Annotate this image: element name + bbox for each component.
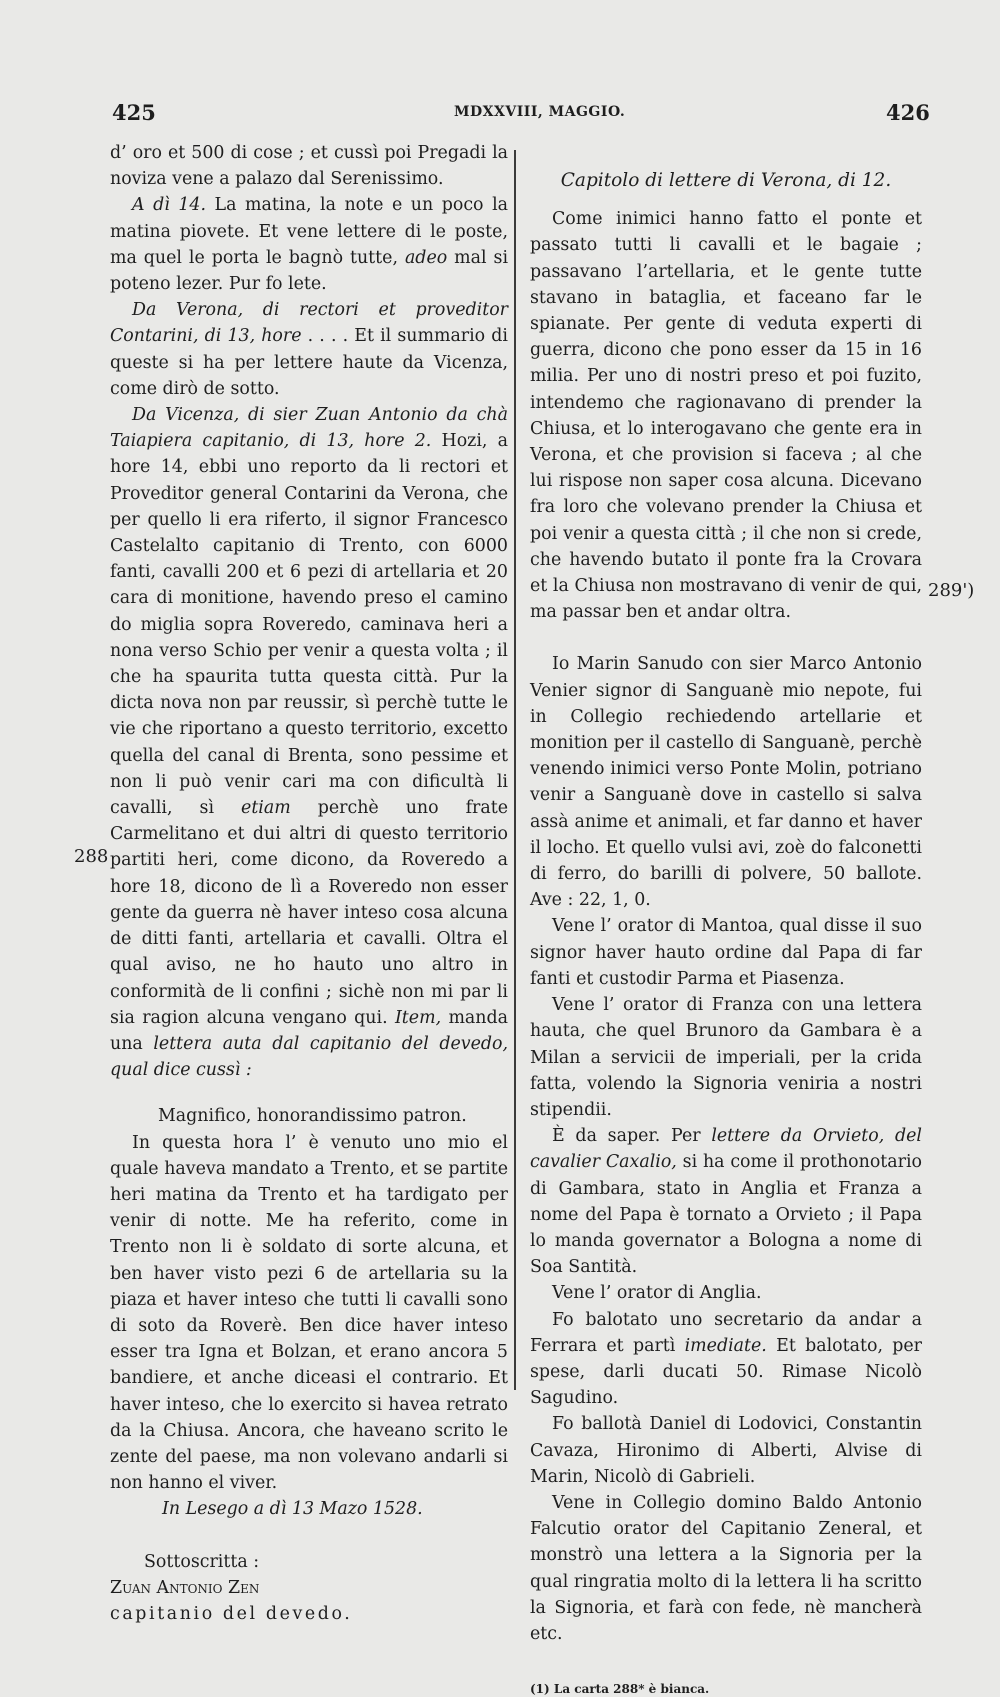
left-column: [110, 140, 508, 1627]
letter-salutation: Magnifico, honorandissimo patron.: [158, 1106, 467, 1127]
page-header: [0, 100, 1000, 130]
chapter-title: Capitolo di lettere di Verona, di 12.: [560, 170, 892, 191]
paragraph: Come inimici hanno fatto el ponte et passato tutti li cavalli et le bagaie ; passavano l’artellaria, et le gente tutte stavano in bataglia, et faceano far le spianate. Per gente di veduta experti di guerra, dicono che pono esser da 15 in 16 milia. Per uno di nostri preso et poi fuzito, intendemo che ragionavano di prender la Chiusa, et lo interogavano che gente era in Verona, et che provision si faceva ; al che lui rispose non saper cosa alcuna. Dicevano fra loro che volevano prender la Chiusa et poi venir a questa città ; il che non si crede, che havendo butato il ponte fra la Crovara et la Chiusa non mostravano di venir de qui, ma passar ben et andar oltra.: [530, 209, 922, 623]
signatory-name: Zuan Antonio Zen: [110, 1577, 260, 1598]
paragraph: Vene in Collegio domino Baldo Antonio Falcutio orator del Capitanio Zeneral, et monstrò una lettera a la Signoria per la qual ringratia molto di la lettera li ha scritto la Signoria, et farà con fede, nè mancherà etc.: [530, 1492, 922, 1644]
column-divider: [514, 150, 516, 1390]
letter-dateline: In Lesego a dì 13 Mazo 1528.: [162, 1499, 423, 1520]
paragraph: Fo ballotà Daniel di Lodovici, Constantin Cavaza, Hironimo di Alberti, Alvise di Marin, Nicolò di Gabrieli.: [530, 1414, 922, 1487]
paragraph: È da saper. Per lettere da Orvieto, del cavalier Caxalio, si ha come il prothonotario di Gambara, stato in Anglia et Franza a nome del Papa è tornato a Orvieto ; il Papa lo manda governator a Bologna a nome di Soa Santità.: [530, 1126, 923, 1278]
paragraph: Fo balotato uno secretario da andar a Ferrara et partì imediate. Et balotato, per spese, darli ducati 50. Rimase Nicolò Sagudino.: [530, 1309, 922, 1409]
signatory-title: capitanio del devedo.: [110, 1603, 353, 1624]
paragraph: Da Verona, di rectori et proveditor Contarini, di 13, hore . . . . Et il summario di queste si ha per lettere haute da Vicenza, come dirò de sotto.: [110, 300, 508, 399]
signature-label: Sottoscritta :: [144, 1551, 260, 1572]
paragraph: Io Marin Sanudo con sier Marco Antonio Venier signor di Sanguanè mio nepote, fui in Collegio rechiedendo artellarie et monition per il castello di Sanguanè, perchè venendo inimici verso Ponte Molin, potriano venir a Sanguanè dove in castello si salva assà anime et animali, et far danno et haver il locho. Et quello vulsi avi, zoè do falconetti di ferro, do barilli di polvere, 50 ballote. Ave : 22, 1, 0.: [530, 654, 922, 911]
right-page-number: 426: [886, 100, 930, 125]
footnote: (1) La carta 288* è bianca.: [530, 1682, 710, 1697]
paragraph: Vene l’ orator di Franza con una lettera hauta, che quel Brunoro da Gambara è a Milan a servicii de imperiali, per la crida fatta, volendo la Signoria veniria a nostri stipendii.: [530, 995, 922, 1120]
paragraph: d’ oro et 500 di cose ; et cussì poi Pregadi la noviza vene a palazo dal Serenissimo.: [110, 143, 508, 190]
right-column: [530, 140, 922, 1697]
paragraph: Da Vicenza, di sier Zuan Antonio da chà Taiapiera capitanio, di 13, hore 2. Hozi, a hore 14, ebbi uno reporto da li rectori et Proveditor general Contarini da Verona, che per quello li era riferto, il signor Francesco Castelalto capitanio di Trento, con 6000 fanti, cavalli 200 et 6 pezi di artellaria et 20 cara di monitione, havendo preso el camino do miglia sopra Roveredo, caminava heri a nona verso Schio per venir a questa volta ; il che ha spaurita tutta questa città. Pur la dicta nova non par reussir, sì perchè tutte le vie che riportano a questo territorio, excetto quella del canal di Brenta, sono pessime et non li può venir cari ma con dificultà li cavalli, sì etiam perchè uno frate Carmelitano et dui altri di questo territorio partiti heri, come dicono, da Roveredo a hore 18, dicono de lì a Roveredo non esser gente da guerra nè haver inteso cosa alcuna de ditti fanti, artellaria et cavalli. Oltra el qual aviso, ne ho hauto uno altro in conformità de li confini ; sichè non mi par li sia ragion alcuna vengano qui. Item, manda una lettera auta dal capitanio del devedo, qual dice cussì :: [110, 405, 509, 1081]
running-title: MDXXVIII, MAGGIO.: [454, 104, 626, 120]
margin-number-left: 288: [74, 846, 109, 867]
margin-number-right: 289'): [928, 580, 975, 601]
paragraph: A dì 14. La matina, la note e un poco la matina piovete. Et vene lettere di le poste, ma quel le porta le bagnò tutte, adeo mal si poteno lezer. Pur fo lete.: [110, 195, 508, 295]
left-page-number: 425: [112, 100, 156, 125]
paragraph: In questa hora l’ è venuto uno mio el quale haveva mandato a Trento, et se partite heri matina da Trento et ha tardigato per venir di notte. Me ha referito, come in Trento non li è soldato di sorte alcuna, et ben haver visto pezi 6 de artellaria su la piaza et haver inteso che tutti li cavalli sono di soto da Roverè. Ben dice haver inteso esser tra Igna et Bolzan, et erano ancora 5 bandiere, et anche diceasi el contrario. Et haver inteso, che lo exercito si havea retrato da la Chiusa. Ancora, che haveano scrito le zente del paese, ma non volevano andarli si non hanno el viver.: [110, 1132, 508, 1494]
paragraph: Vene l’ orator di Mantoa, qual disse il suo signor haver hauto ordine dal Papa di far fanti et custodir Parma et Piasenza.: [530, 916, 922, 989]
paragraph: Vene l’ orator di Anglia.: [552, 1283, 762, 1304]
